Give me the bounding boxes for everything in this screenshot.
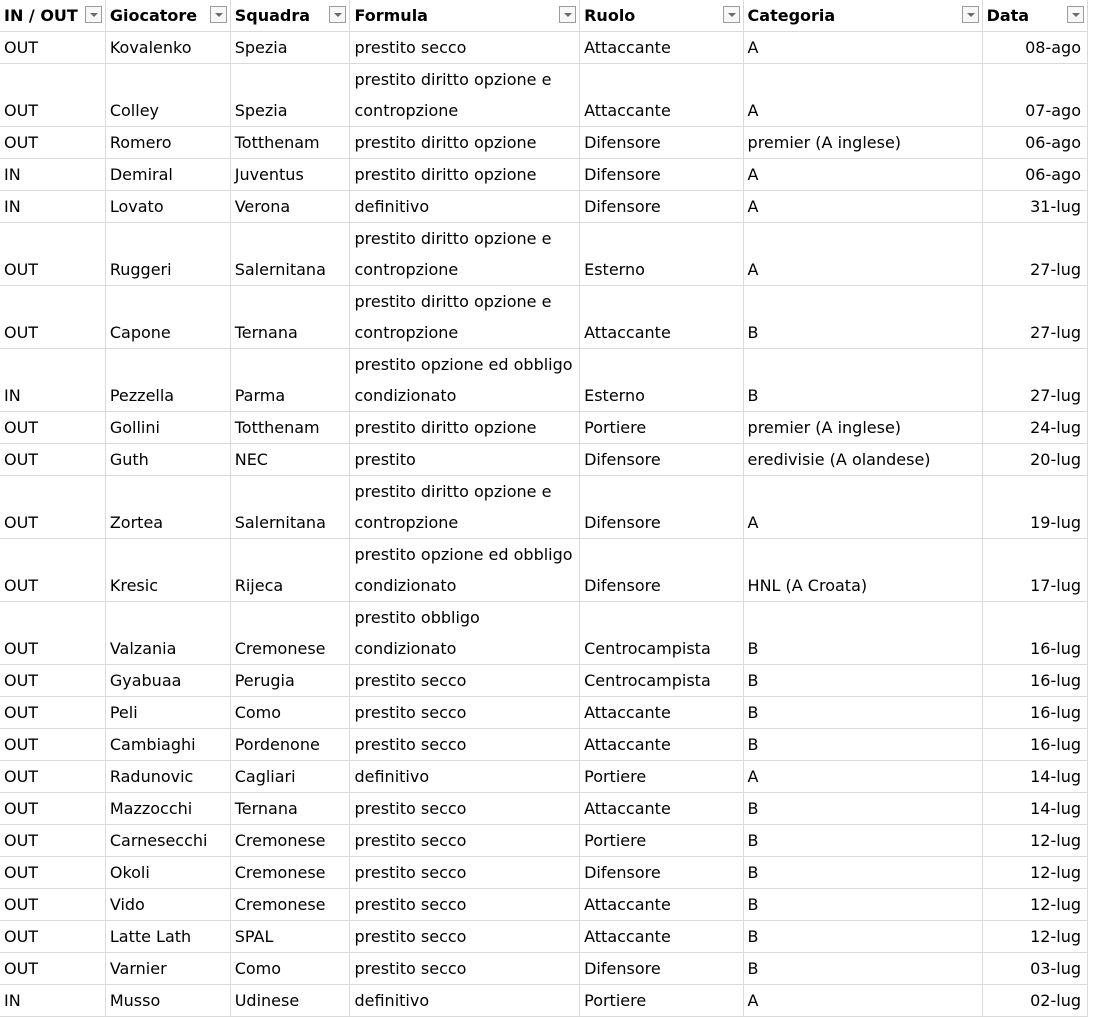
table-row[interactable]	[0, 825, 1088, 857]
cell-data[interactable]: 06-ago	[982, 127, 1087, 159]
cell-categoria[interactable]: eredivisie (A olandese)	[743, 444, 982, 476]
table-row[interactable]	[0, 539, 1088, 602]
cell-in-out[interactable]: OUT	[0, 32, 105, 64]
filter-dropdown-icon[interactable]	[723, 6, 740, 23]
cell-squadra[interactable]: Pordenone	[230, 729, 350, 761]
cell-ruolo[interactable]: Attaccante	[580, 793, 743, 825]
filter-dropdown-icon[interactable]	[559, 6, 576, 23]
cell-data[interactable]: 07-ago	[982, 64, 1087, 127]
cell-formula[interactable]: prestito diritto opzione e contropzione	[350, 64, 580, 127]
cell-ruolo[interactable]: Difensore	[580, 444, 743, 476]
cell-in-out[interactable]: IN	[0, 159, 105, 191]
cell-giocatore[interactable]: Latte Lath	[105, 921, 230, 953]
cell-giocatore[interactable]: Kresic	[105, 539, 230, 602]
cell-categoria[interactable]: B	[743, 857, 982, 889]
cell-data[interactable]: 14-lug	[982, 761, 1087, 793]
table-row[interactable]	[0, 127, 1088, 159]
cell-data[interactable]: 17-lug	[982, 539, 1087, 602]
cell-giocatore[interactable]: Vido	[105, 889, 230, 921]
cell-squadra[interactable]: Totthenam	[230, 127, 350, 159]
header-ruolo: Ruolo	[580, 0, 743, 32]
table-row[interactable]	[0, 793, 1088, 825]
table-body	[0, 32, 1088, 1017]
cell-squadra[interactable]: Spezia	[230, 32, 350, 64]
cell-in-out[interactable]: IN	[0, 349, 105, 412]
filter-dropdown-icon[interactable]	[210, 6, 227, 23]
cell-data[interactable]: 02-lug	[982, 985, 1087, 1017]
cell-ruolo[interactable]: Attaccante	[580, 32, 743, 64]
cell-in-out[interactable]: OUT	[0, 127, 105, 159]
cell-data[interactable]: 19-lug	[982, 476, 1087, 539]
cell-giocatore[interactable]: Okoli	[105, 857, 230, 889]
cell-in-out[interactable]: OUT	[0, 539, 105, 602]
cell-categoria[interactable]: B	[743, 697, 982, 729]
table-row[interactable]	[0, 602, 1088, 665]
cell-formula[interactable]: prestito secco	[350, 857, 580, 889]
cell-data[interactable]: 14-lug	[982, 793, 1087, 825]
cell-giocatore[interactable]: Lovato	[105, 191, 230, 223]
table-row[interactable]	[0, 665, 1088, 697]
cell-data[interactable]: 16-lug	[982, 729, 1087, 761]
header-row	[0, 0, 1088, 32]
header-categoria: Categoria	[743, 0, 982, 32]
cell-in-out[interactable]: OUT	[0, 697, 105, 729]
cell-categoria[interactable]: premier (A inglese)	[743, 412, 982, 444]
cell-ruolo[interactable]: Attaccante	[580, 64, 743, 127]
cell-data[interactable]: 24-lug	[982, 412, 1087, 444]
cell-squadra[interactable]: Totthenam	[230, 412, 350, 444]
cell-giocatore[interactable]: Carnesecchi	[105, 825, 230, 857]
cell-squadra[interactable]: Juventus	[230, 159, 350, 191]
cell-in-out[interactable]: IN	[0, 985, 105, 1017]
table-row[interactable]	[0, 412, 1088, 444]
cell-formula[interactable]: prestito obbligo condizionato	[350, 602, 580, 665]
cell-data[interactable]: 08-ago	[982, 32, 1087, 64]
table-row[interactable]	[0, 921, 1088, 953]
cell-categoria[interactable]: A	[743, 191, 982, 223]
cell-ruolo[interactable]: Difensore	[580, 159, 743, 191]
cell-giocatore[interactable]: Guth	[105, 444, 230, 476]
cell-in-out[interactable]: OUT	[0, 64, 105, 127]
cell-in-out[interactable]: OUT	[0, 889, 105, 921]
cell-giocatore[interactable]: Gollini	[105, 412, 230, 444]
cell-ruolo[interactable]: Esterno	[580, 349, 743, 412]
cell-ruolo[interactable]: Portiere	[580, 985, 743, 1017]
cell-ruolo[interactable]: Portiere	[580, 825, 743, 857]
cell-formula[interactable]: prestito opzione ed obbligo condizionato	[350, 349, 580, 412]
filter-dropdown-icon[interactable]	[329, 6, 346, 23]
cell-giocatore[interactable]: Demiral	[105, 159, 230, 191]
cell-categoria[interactable]: B	[743, 793, 982, 825]
cell-in-out[interactable]: OUT	[0, 602, 105, 665]
cell-squadra[interactable]: Cagliari	[230, 761, 350, 793]
header-in-out: IN / OUT	[0, 0, 105, 32]
cell-in-out[interactable]: OUT	[0, 476, 105, 539]
table-row[interactable]	[0, 761, 1088, 793]
cell-in-out[interactable]: OUT	[0, 761, 105, 793]
cell-giocatore[interactable]: Colley	[105, 64, 230, 127]
cell-giocatore[interactable]: Valzania	[105, 602, 230, 665]
table-row[interactable]	[0, 159, 1088, 191]
cell-formula[interactable]: prestito secco	[350, 665, 580, 697]
table-row[interactable]	[0, 857, 1088, 889]
cell-formula[interactable]: prestito	[350, 444, 580, 476]
cell-squadra[interactable]: Cremonese	[230, 825, 350, 857]
cell-in-out[interactable]: OUT	[0, 825, 105, 857]
cell-giocatore[interactable]: Pezzella	[105, 349, 230, 412]
cell-data[interactable]: 16-lug	[982, 665, 1087, 697]
table-row[interactable]	[0, 889, 1088, 921]
cell-squadra[interactable]: Como	[230, 953, 350, 985]
cell-giocatore[interactable]: Cambiaghi	[105, 729, 230, 761]
cell-data[interactable]: 20-lug	[982, 444, 1087, 476]
header-squadra: Squadra	[230, 0, 350, 32]
cell-ruolo[interactable]: Attaccante	[580, 921, 743, 953]
cell-ruolo[interactable]: Difensore	[580, 953, 743, 985]
cell-categoria[interactable]: B	[743, 665, 982, 697]
table-row[interactable]	[0, 223, 1088, 286]
cell-squadra[interactable]: Cremonese	[230, 889, 350, 921]
cell-categoria[interactable]: B	[743, 953, 982, 985]
cell-categoria[interactable]: B	[743, 889, 982, 921]
header-giocatore: Giocatore	[105, 0, 230, 32]
cell-data[interactable]: 27-lug	[982, 223, 1087, 286]
cell-in-out[interactable]: OUT	[0, 412, 105, 444]
cell-formula[interactable]: definitivo	[350, 191, 580, 223]
cell-squadra[interactable]: Verona	[230, 191, 350, 223]
cell-data[interactable]: 12-lug	[982, 825, 1087, 857]
cell-squadra[interactable]: Udinese	[230, 985, 350, 1017]
cell-data[interactable]: 27-lug	[982, 349, 1087, 412]
table-row[interactable]	[0, 985, 1088, 1017]
cell-ruolo[interactable]: Centrocampista	[580, 602, 743, 665]
cell-categoria[interactable]: premier (A inglese)	[743, 127, 982, 159]
cell-giocatore[interactable]: Musso	[105, 985, 230, 1017]
cell-categoria[interactable]: B	[743, 602, 982, 665]
header-data: Data	[982, 0, 1087, 32]
cell-squadra[interactable]: Perugia	[230, 665, 350, 697]
table-row[interactable]	[0, 64, 1088, 127]
cell-squadra[interactable]: Spezia	[230, 64, 350, 127]
cell-formula[interactable]: prestito secco	[350, 793, 580, 825]
cell-data[interactable]: 12-lug	[982, 921, 1087, 953]
cell-in-out[interactable]: OUT	[0, 921, 105, 953]
cell-ruolo[interactable]: Portiere	[580, 761, 743, 793]
cell-formula[interactable]: prestito secco	[350, 32, 580, 64]
cell-in-out[interactable]: OUT	[0, 286, 105, 349]
header-formula: Formula	[350, 0, 580, 32]
cell-giocatore[interactable]: Ruggeri	[105, 223, 230, 286]
cell-squadra[interactable]: Salernitana	[230, 223, 350, 286]
cell-categoria[interactable]: B	[743, 825, 982, 857]
cell-categoria[interactable]: A	[743, 64, 982, 127]
cell-ruolo[interactable]: Centrocampista	[580, 665, 743, 697]
cell-formula[interactable]: prestito secco	[350, 921, 580, 953]
cell-ruolo[interactable]: Difensore	[580, 857, 743, 889]
cell-formula[interactable]: prestito secco	[350, 953, 580, 985]
filter-dropdown-icon[interactable]	[85, 6, 102, 23]
cell-giocatore[interactable]: Kovalenko	[105, 32, 230, 64]
cell-data[interactable]: 31-lug	[982, 191, 1087, 223]
cell-in-out[interactable]: OUT	[0, 793, 105, 825]
cell-squadra[interactable]: Como	[230, 697, 350, 729]
cell-ruolo[interactable]: Attaccante	[580, 286, 743, 349]
cell-giocatore[interactable]: Romero	[105, 127, 230, 159]
cell-ruolo[interactable]: Portiere	[580, 412, 743, 444]
cell-in-out[interactable]: OUT	[0, 953, 105, 985]
cell-squadra[interactable]: Rijeca	[230, 539, 350, 602]
cell-giocatore[interactable]: Radunovic	[105, 761, 230, 793]
cell-in-out[interactable]: OUT	[0, 444, 105, 476]
cell-ruolo[interactable]: Esterno	[580, 223, 743, 286]
cell-categoria[interactable]: B	[743, 349, 982, 412]
cell-categoria[interactable]: B	[743, 729, 982, 761]
cell-formula[interactable]: prestito secco	[350, 729, 580, 761]
cell-giocatore[interactable]: Peli	[105, 697, 230, 729]
cell-categoria[interactable]: B	[743, 286, 982, 349]
cell-categoria[interactable]: A	[743, 761, 982, 793]
cell-ruolo[interactable]: Difensore	[580, 127, 743, 159]
cell-giocatore[interactable]: Zortea	[105, 476, 230, 539]
cell-giocatore[interactable]: Capone	[105, 286, 230, 349]
cell-formula[interactable]: prestito secco	[350, 825, 580, 857]
table-row[interactable]	[0, 191, 1088, 223]
cell-ruolo[interactable]: Attaccante	[580, 697, 743, 729]
cell-squadra[interactable]: Ternana	[230, 793, 350, 825]
cell-formula[interactable]: prestito secco	[350, 889, 580, 921]
cell-data[interactable]: 12-lug	[982, 889, 1087, 921]
filter-dropdown-icon[interactable]	[962, 6, 979, 23]
cell-squadra[interactable]: NEC	[230, 444, 350, 476]
cell-in-out[interactable]: IN	[0, 191, 105, 223]
cell-categoria[interactable]: A	[743, 32, 982, 64]
cell-squadra[interactable]: Ternana	[230, 286, 350, 349]
table-row[interactable]	[0, 476, 1088, 539]
cell-data[interactable]: 03-lug	[982, 953, 1087, 985]
cell-formula[interactable]: definitivo	[350, 985, 580, 1017]
cell-ruolo[interactable]: Attaccante	[580, 889, 743, 921]
filter-dropdown-icon[interactable]	[1067, 6, 1084, 23]
table-row[interactable]	[0, 286, 1088, 349]
cell-formula[interactable]: prestito diritto opzione	[350, 412, 580, 444]
cell-in-out[interactable]: OUT	[0, 729, 105, 761]
cell-data[interactable]: 06-ago	[982, 159, 1087, 191]
cell-giocatore[interactable]: Mazzocchi	[105, 793, 230, 825]
cell-formula[interactable]: prestito diritto opzione e contropzione	[350, 286, 580, 349]
cell-in-out[interactable]: OUT	[0, 665, 105, 697]
cell-giocatore[interactable]: Varnier	[105, 953, 230, 985]
cell-ruolo[interactable]: Difensore	[580, 539, 743, 602]
cell-categoria[interactable]: HNL (A Croata)	[743, 539, 982, 602]
cell-ruolo[interactable]: Difensore	[580, 476, 743, 539]
cell-in-out[interactable]: OUT	[0, 857, 105, 889]
cell-formula[interactable]: prestito diritto opzione	[350, 127, 580, 159]
table-row[interactable]	[0, 444, 1088, 476]
cell-data[interactable]: 27-lug	[982, 286, 1087, 349]
cell-formula[interactable]: prestito opzione ed obbligo condizionato	[350, 539, 580, 602]
cell-data[interactable]: 16-lug	[982, 697, 1087, 729]
table-row[interactable]	[0, 729, 1088, 761]
cell-categoria[interactable]: A	[743, 985, 982, 1017]
cell-categoria[interactable]: B	[743, 921, 982, 953]
cell-giocatore[interactable]: Gyabuaa	[105, 665, 230, 697]
cell-categoria[interactable]: A	[743, 159, 982, 191]
cell-formula[interactable]: definitivo	[350, 761, 580, 793]
table-row[interactable]	[0, 32, 1088, 64]
cell-squadra[interactable]: Cremonese	[230, 857, 350, 889]
cell-data[interactable]: 16-lug	[982, 602, 1087, 665]
table-row[interactable]	[0, 697, 1088, 729]
cell-formula[interactable]: prestito diritto opzione	[350, 159, 580, 191]
cell-formula[interactable]: prestito diritto opzione e contropzione	[350, 223, 580, 286]
cell-in-out[interactable]: OUT	[0, 223, 105, 286]
table-row[interactable]	[0, 953, 1088, 985]
cell-data[interactable]: 12-lug	[982, 857, 1087, 889]
cell-ruolo[interactable]: Difensore	[580, 191, 743, 223]
cell-squadra[interactable]: Parma	[230, 349, 350, 412]
table-row[interactable]	[0, 349, 1088, 412]
cell-squadra[interactable]: SPAL	[230, 921, 350, 953]
cell-ruolo[interactable]: Attaccante	[580, 729, 743, 761]
cell-categoria[interactable]: A	[743, 223, 982, 286]
cell-formula[interactable]: prestito diritto opzione e contropzione	[350, 476, 580, 539]
cell-squadra[interactable]: Salernitana	[230, 476, 350, 539]
cell-squadra[interactable]: Cremonese	[230, 602, 350, 665]
cell-categoria[interactable]: A	[743, 476, 982, 539]
cell-formula[interactable]: prestito secco	[350, 697, 580, 729]
